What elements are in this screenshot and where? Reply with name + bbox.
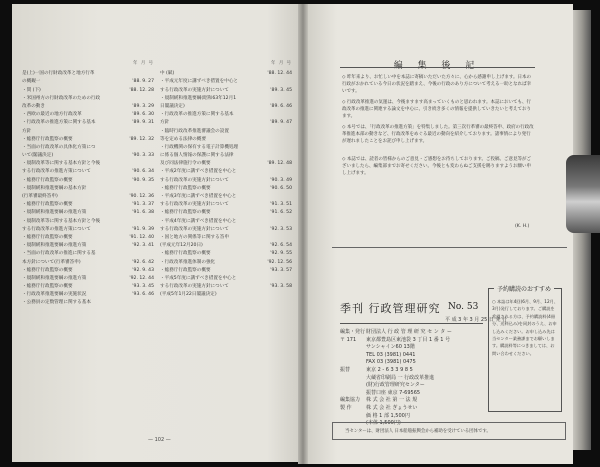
index-entry [160, 291, 292, 299]
index-entry [22, 185, 154, 193]
index-entry [22, 160, 154, 168]
entry-title: ・総務庁行政監察の概要 [22, 202, 73, 208]
entry-title: ・規制緩和推進要綱の推進方策 [22, 210, 87, 216]
entry-date: '91. 9. 39 [132, 226, 154, 232]
entry-date: '92. 12. 56 [267, 259, 292, 265]
entry-title: ・平成元年度に講ずべき措置を中心と [160, 79, 239, 85]
entry-title: 方針 [22, 128, 32, 134]
index-entry [160, 87, 292, 95]
book-spine-fold [298, 4, 308, 464]
colophon-value: 東京 2 - 6 3 3 9 8 5 [366, 366, 413, 373]
index-entry [160, 209, 292, 217]
colophon-row [340, 405, 452, 413]
entry-date: '91. 3. 51 [270, 202, 292, 208]
entry-title: ・西欧の最近の地方行政改革 [22, 112, 82, 118]
postscript-paragraph: ◇ 昨年来より、お忙しい中を本誌に寄稿いただいた方々に、心から感謝申し上げます。日本の行政がおかれている今日の状況を踏まえ、今後の行政のあり方について考える一助となれば幸いです。 [342, 75, 532, 94]
colophon-row [340, 352, 452, 360]
entry-title: ・問 (下) [22, 87, 41, 93]
entry-date: '91. 6. 52 [270, 210, 292, 216]
entry-date: '88. 9. 27 [132, 79, 154, 85]
index-entry [160, 275, 292, 283]
index-entry [160, 168, 292, 176]
entry-title: ・総務庁行政監察の概要 [160, 251, 211, 257]
colophon-value: 株 式 会 社 ぎょうせい [366, 404, 418, 411]
entry-title: (平成元年12月20日) [160, 243, 203, 249]
index-entry [160, 144, 292, 152]
entry-title: に係る個人情報の保護に関する法律 [160, 153, 234, 159]
entry-title: 日閣議決定) [160, 103, 185, 109]
index-entry [22, 70, 154, 78]
index-entry [22, 78, 154, 86]
entry-title: ・総務庁行政監察の概要 [22, 267, 73, 273]
index-entry [160, 259, 292, 267]
entry-date: '91. 3. 37 [132, 202, 154, 208]
entry-date: '90. 9. 35 [132, 177, 154, 183]
entry-date: '92. 9. 55 [270, 251, 292, 257]
page-number: — 102 — [148, 437, 171, 443]
entry-title: ・総務庁行政監察の概要 [22, 284, 73, 290]
index-entry [22, 128, 154, 136]
entry-date: '89. 3. 45 [270, 87, 292, 93]
entry-title: 方針 [160, 120, 170, 126]
colophon-row [340, 367, 452, 375]
colophon-value: (財)行政管理研究センター [366, 382, 425, 389]
entry-date: '89. 12. 48 [267, 161, 292, 167]
entry-title: する行政改革の実施方針について [160, 177, 229, 183]
colophon-value: FAX 03 (3981) 0475 [366, 359, 416, 366]
postscript-title: 編 集 後 記 [393, 61, 481, 71]
colophon-label: 編集・発行 [340, 329, 366, 335]
colophon-label: 振替 [340, 366, 351, 373]
index-entry [160, 193, 292, 201]
colophon-row [340, 344, 452, 352]
entry-title: 改革の動き [22, 103, 45, 109]
index-column-1 [22, 60, 154, 316]
index-entry [22, 291, 154, 299]
index-entry [22, 283, 154, 291]
colophon-label: 製 作 [340, 404, 352, 411]
index-entry [160, 160, 292, 168]
index-entry [160, 103, 292, 111]
entry-date: '93. 3. 58 [270, 284, 292, 290]
entry-title: ・平成5年度に講ずべき措置を中心と [160, 275, 237, 281]
colophon-row [340, 397, 452, 405]
entry-title: 本方針について(行革審答申) [22, 259, 81, 265]
colophon-row [340, 359, 452, 367]
index-entry [22, 119, 154, 127]
entry-title: ・総務庁行政監察の概要 [22, 177, 73, 183]
index-entry [160, 136, 292, 144]
entry-title: する行政改革の実施方針について [160, 202, 229, 208]
entry-title: ・総務庁行政監察の概要 [160, 210, 211, 216]
entry-title: する行政改革の実施方針について [160, 87, 229, 93]
entry-date: '88. 12. 44 [267, 71, 292, 77]
entry-title: ・行政改革推進要綱の実施状況 [22, 292, 87, 298]
entry-title: ・米国州方の行財政改革のための行政 [22, 95, 101, 101]
index-entry [22, 226, 154, 234]
entry-date: '92. 9. 43 [132, 267, 154, 273]
index-entry [160, 152, 292, 160]
colophon-value: 振替口座 東京 7-69565 [366, 389, 421, 396]
entry-title: ・規制緩和推進要綱の基本方針 [22, 185, 87, 191]
index-entry [22, 201, 154, 209]
entry-date: '88. 12. 28 [129, 87, 154, 93]
entry-date: '90. 12. 36 [129, 194, 154, 200]
entry-title: ・臨時行政改革推進審議会の設置 [160, 128, 229, 134]
index-entry [160, 78, 292, 86]
issue-number: No. 53 [448, 302, 479, 312]
entry-title: ・規制緩和推進要綱の推進方策 [22, 275, 87, 281]
entry-title: する行政改革の推進方策について [22, 169, 91, 175]
colophon-row [340, 382, 452, 390]
entry-date: '93. 6. 46 [132, 292, 154, 298]
colophon-value: 価 格 1 部 1,500円 [366, 412, 410, 419]
entry-title: ・行政改革の推進方策に関する基本 [160, 112, 234, 118]
entry-title: 中 (賦) [160, 71, 175, 77]
entry-title: 及び同法律施行令の概要 [160, 161, 211, 167]
entry-title: ・当面の行政改革の推進に関する基 [22, 251, 96, 257]
colophon-value: 東京都豊島区東池袋 3 丁目 1 番 1 号 [366, 336, 451, 343]
index-entry [22, 218, 154, 226]
index-entry [160, 111, 292, 119]
index-entry [160, 267, 292, 275]
entry-date: '92. 3. 53 [270, 226, 292, 232]
entry-date: '93. 3. 57 [270, 267, 292, 273]
entry-title: ・行政改革推進体制の強化 [160, 259, 216, 265]
index-entry [22, 103, 154, 111]
entry-title: ・国と地方の関係等に関する答申 [160, 234, 229, 240]
index-entry [22, 95, 154, 103]
entry-title: ・行政機関の保有する電子計算機処理 [160, 144, 239, 150]
index-entry [22, 168, 154, 176]
entry-date: '89. 6. 30 [132, 112, 154, 118]
postscript-paragraph: ◇ 行政改革推進の気運は、今後ますます高まっていくものと思われます。本誌においても、行政改革の推進に関連する論文を中心に、引き続き多くの情報を提供していきたいと考えております。 [342, 100, 532, 119]
entry-title: ・平成4年度に講ずべき措置を中心と [160, 218, 237, 224]
entry-title: ・規制緩和推進要綱(昭和63年12月1 [160, 95, 237, 101]
entry-title: ・公務員の定数管理に関する基本 [22, 300, 91, 306]
entry-title: する行政改革の推進方策について [22, 226, 91, 232]
index-entry [160, 242, 292, 250]
index-entry [22, 250, 154, 258]
index-entry [22, 177, 154, 185]
index-entry [22, 193, 154, 201]
issue-date: 平 成 3 年 3 月 25 日 発 行 [445, 317, 508, 323]
divider [340, 323, 483, 324]
index-entry [160, 218, 292, 226]
entry-date: '90. 6. 34 [132, 169, 154, 175]
entry-title: (平成5年1月22日閣議決定) [160, 292, 217, 298]
entry-title: ・総務庁行政監察の概要 [22, 136, 73, 142]
entry-date: '91. 6. 38 [132, 210, 154, 216]
divider [340, 67, 535, 68]
entry-date: '89. 9. 31 [132, 120, 154, 126]
index-entry [160, 70, 292, 78]
editor-signature: (K. H.) [515, 224, 530, 229]
entry-date: '92. 3. 41 [132, 243, 154, 249]
entry-title: の概観一 [22, 79, 41, 85]
entry-title: ・総務庁行政監察の概要 [22, 234, 73, 240]
entry-title: ・規制改革等に関する基本方針と今後 [22, 161, 101, 167]
entry-date: '89. 12. 32 [129, 136, 154, 142]
subscription-text: ○ 本誌は年4回(6月、9月、12月、3月)発行しております。ご購読を希望される方は、予約購読料(4冊分、送料込み)を同封のうえ、お申し込みください。お申し込み先は当センター業務課までお願いします。購読料等につきましては、お問い合わせください。 [492, 299, 559, 356]
entry-date: '92. 6. 42 [132, 259, 154, 265]
column-header: 年 月 号 [271, 61, 292, 66]
colophon-value: 株 式 会 社 第 一 法 規 [366, 397, 418, 404]
index-entry [160, 128, 292, 136]
colophon-value: (本体 1,500円) [366, 420, 401, 427]
index-entry [22, 234, 154, 242]
subscription-title: 予約購読のおすすめ [494, 284, 554, 293]
entry-date: '90. 3. 49 [270, 177, 292, 183]
entry-date: '90. 6. 50 [270, 185, 292, 191]
postscript-paragraph: ◇ 本誌では、読者の皆様からのご意見・ご感想をお待ちしております。ご投稿、ご意見等がございましたら、編集部までお寄せください。今後とも変わらぬご支援を賜りますようお願い申し上げます。 [342, 157, 532, 176]
colophon-row [340, 413, 452, 421]
colophon-value: 財団法人 行 政 管 理 研 究 セ ン タ ー [366, 329, 452, 335]
index-entry [22, 209, 154, 217]
colophon-value: サンシャイン60 13階 [366, 344, 415, 351]
index-entry [160, 299, 292, 307]
index-entry [22, 242, 154, 250]
entry-date: '89. 3. 29 [132, 103, 154, 109]
colophon-value: TEL 03 (3981) 0441 [366, 351, 416, 358]
entry-date: '89. 9. 47 [270, 120, 292, 126]
entry-title: ・総務庁行政監察の概要 [160, 267, 211, 273]
index-entry [22, 308, 154, 316]
index-entry [160, 177, 292, 185]
entry-date: '93. 3. 45 [132, 284, 154, 290]
index-entry [22, 275, 154, 283]
postscript-paragraph: ◇ 本号では、「行政改革の推進方策」を特集しました。第三次行革審の最終答申、政府の行政改革推進本部の動きなど、行政改革をめぐる最近の動向を紹介しております。諸事情により発行が遅れましたことをお詫び申し上げます。 [342, 125, 534, 144]
index-entry [22, 267, 154, 275]
index-entry [160, 185, 292, 193]
index-entry [22, 87, 154, 95]
colophon-value: 大蔵省印刷局 一 行政改革推進 [366, 374, 435, 381]
entry-title: ・規制緩和推進要綱の推進方策 [22, 243, 87, 249]
index-entry [160, 201, 292, 209]
colophon-label: 〒 171 [340, 336, 357, 343]
index-entry [22, 136, 154, 144]
index-entry [160, 283, 292, 291]
index-entry [160, 234, 292, 242]
index-entry [160, 226, 292, 234]
entry-title: 是(上)一国の行財政改革と地方行革 [22, 71, 95, 77]
magazine-title: 季刊 行政管理研究 [340, 302, 441, 315]
binder-clip [566, 155, 600, 233]
entry-title: ・当面の行政改革の具体化方策につ [22, 144, 96, 150]
entry-title: (行革審最終答申) [22, 194, 58, 200]
entry-date: '92. 12. 44 [129, 275, 154, 281]
colophon-info [340, 329, 452, 428]
colophon-label: 編集協力 [340, 397, 361, 404]
entry-title: ・平成2年度に講ずべき措置を中心と [160, 169, 237, 175]
index-entry [160, 250, 292, 258]
entry-title: ・総務庁行政監察の概要 [160, 185, 211, 191]
entry-title: ・行政改革の推進方策に関する基本 [22, 120, 96, 126]
entry-title: する行政改革の実施方針について [160, 226, 229, 232]
index-entry [160, 119, 292, 127]
entry-date: '89. 6. 46 [270, 103, 292, 109]
entry-title: ・平成3年度に講ずべき措置を中心と [160, 194, 237, 200]
entry-title: 等を定める法律の概要 [160, 136, 206, 142]
column-header: 年 月 号 [133, 61, 154, 66]
index-entry [22, 144, 154, 152]
index-entry [22, 259, 154, 267]
entry-date: '90. 3. 33 [132, 153, 154, 159]
entry-title: する行政改革の実施方針について [160, 284, 229, 290]
index-entry [22, 152, 154, 160]
entry-title: ・規制改革等に関する基本方針と今後 [22, 218, 101, 224]
index-entry [22, 111, 154, 119]
entry-date: '91. 12. 40 [129, 234, 154, 240]
entry-date: '92. 6. 54 [270, 243, 292, 249]
index-entry [160, 95, 292, 103]
colophon-row [340, 329, 452, 337]
entry-title: いて(閣議決定) [22, 153, 54, 159]
footer-note: 当センターは、財団法人 日本船舶振興会から補助を受けている団体です。 [345, 429, 491, 434]
index-entry [22, 299, 154, 307]
divider [332, 247, 567, 248]
index-column-2 [160, 60, 292, 308]
